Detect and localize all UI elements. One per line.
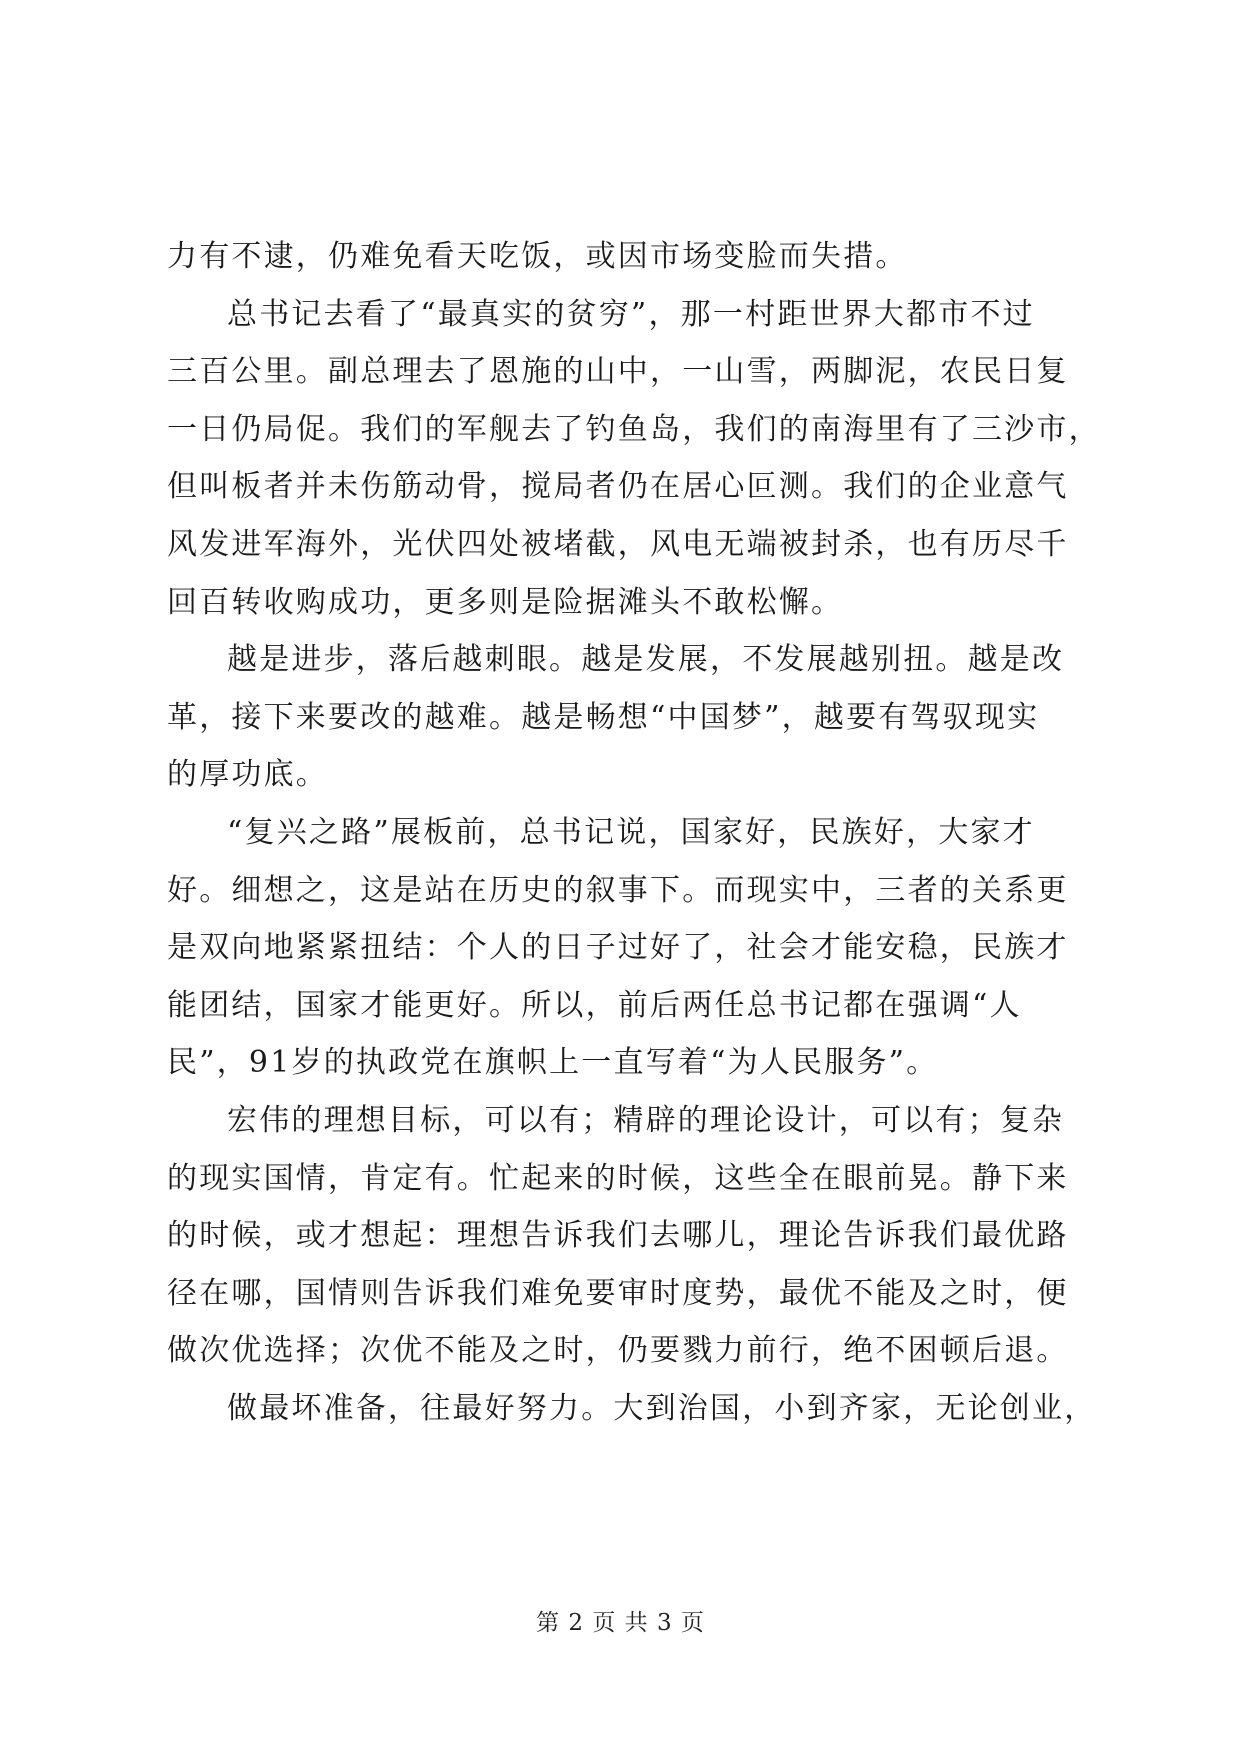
text-line: 风发进军海外，光伏四处被堵截，风电无端被封杀，也有历尽千 [167, 526, 1069, 562]
page-footer: 第 2 页 共 3 页 [536, 1610, 705, 1636]
text-line: 一日仍局促。我们的军舰去了钓鱼岛，我们的南海里有了三沙市， [167, 411, 1101, 447]
body-text [167, 228, 1101, 1437]
text-line: 径在哪，国情则告诉我们难免要审时度势，最优不能及之时，便 [167, 1275, 1069, 1311]
text-line: 回百转收购成功，更多则是险据滩头不敢松懈。 [167, 584, 844, 620]
text-line: 越是进步，落后越刺眼。越是发展，不发展越别扭。越是改 [227, 642, 1065, 678]
text-line: 做最坏准备，往最好努力。大到治国，小到齐家，无论创业， [227, 1390, 1097, 1426]
text-line: 的现实国情，肯定有。忙起来的时候，这些全在眼前晃。静下来 [167, 1160, 1069, 1196]
text-line: 的厚功底。 [167, 757, 328, 793]
text-line: 民”，91岁的执政党在旗帜上一直写着“为人民服务”。 [167, 1045, 939, 1081]
text-line: 是双向地紧紧扭结：个人的日子过好了，社会才能安稳，民族才 [167, 930, 1069, 966]
text-line: 好。细想之，这是站在历史的叙事下。而现实中，三者的关系更 [167, 872, 1069, 908]
text-line: 三百公里。副总理去了恩施的山中，一山雪，两脚泥，农民日复 [167, 354, 1069, 390]
text-line: 但叫板者并未伤筋动骨，搅局者仍在居心叵测。我们的企业意气 [167, 469, 1069, 505]
text-line: 的时候，或才想起：理想告诉我们去哪儿，理论告诉我们最优路 [167, 1218, 1069, 1254]
text-line: 能团结，国家才能更好。所以，前后两任总书记都在强调“人 [167, 987, 1022, 1023]
text-line: 力有不逮，仍难免看天吃饭，或因市场变脸而失措。 [167, 239, 908, 274]
text-block [167, 228, 1101, 1437]
text-line: 做次优选择；次优不能及之时，仍要戮力前行，绝不困顿后退。 [167, 1333, 1069, 1369]
text-line: 宏伟的理想目标，可以有；精辟的理论设计，可以有；复杂 [227, 1102, 1065, 1138]
text-line: 革，接下来要改的越难。越是畅想“中国梦”，越要有驾驭现实 [167, 699, 1040, 735]
text-line: “复兴之路”展板前，总书记说，国家好，民族好，大家才 [227, 814, 1035, 850]
text-line: 总书记去看了“最真实的贫穷”，那一村距世界大都市不过 [227, 296, 1035, 332]
